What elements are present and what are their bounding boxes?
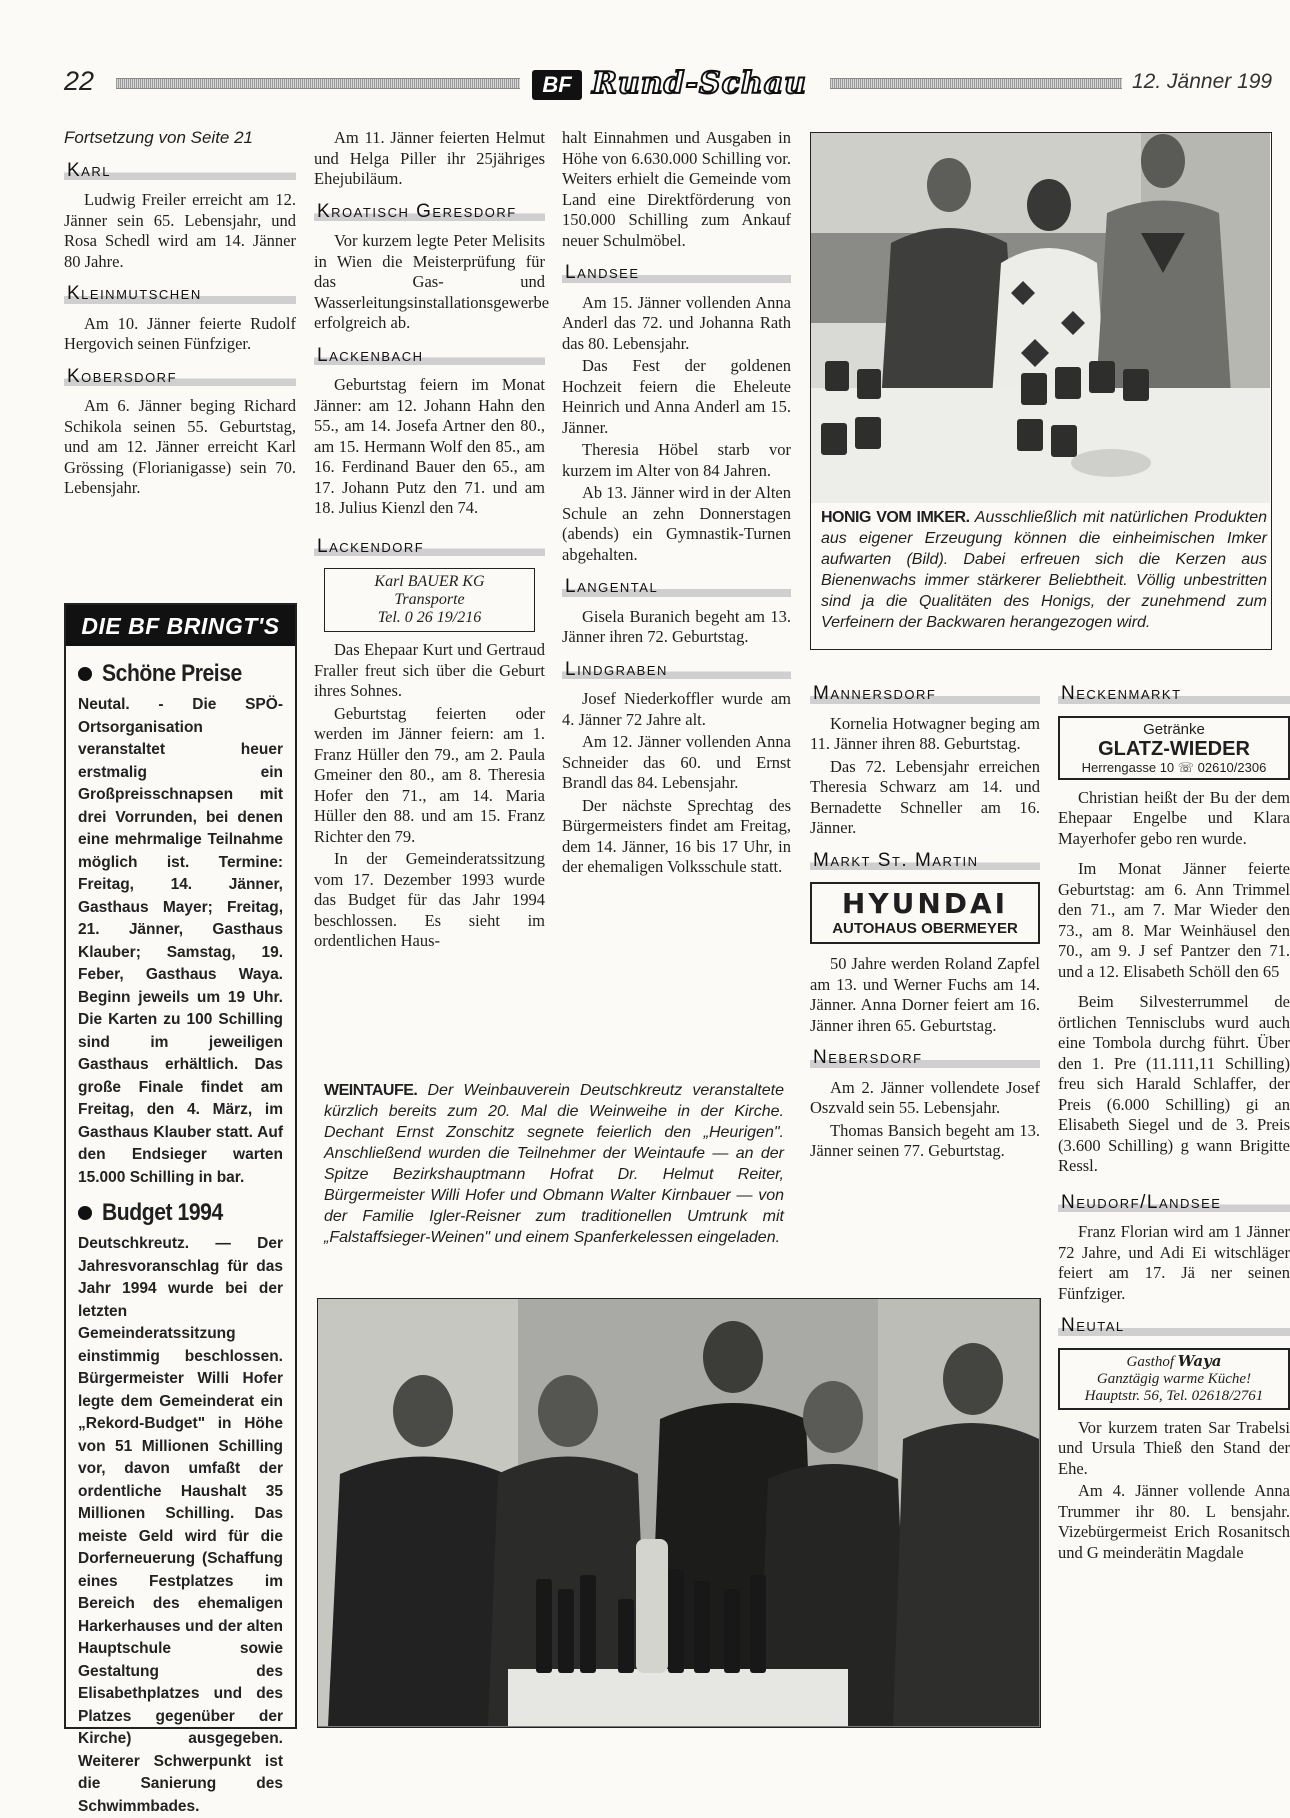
lackendorf-text-3: In der Gemeinderatssitzung vom 17. Dezember 1993 wurde das Budget für das Jahr 1994 beschlossen. Es sieht im ordentlichen Haus- — [314, 849, 545, 950]
gasthof-ad-line1: Gasthof — [1126, 1353, 1175, 1370]
glatz-ad — [1058, 716, 1290, 780]
rubric-kroatisch-geresdorf: Kroatisch Geresdorf — [314, 198, 545, 226]
markt-text: 50 Jahre werden Roland Zapfel am 13. und Werner Fuchs am 14. Jänner. Anna Dorner feiert am 16. Jänner ihren 65. Geburtstag. — [810, 954, 1040, 1035]
rubric-lackendorf: Lackendorf — [314, 533, 545, 561]
neckenmarkt-text-3: Beim Silvesterrummel de örtlichen Tennisclubs wurd auch eine Tombola durchg führt. Über den 1. Pre (11.111,11 Schilling) freu sich Harald Schlaffer, der Preis (6.000 Schilling) gi an Elisabeth Siegel und de 3. Preis (3.600 Schilling) g wann Brigitte Ressl. — [1058, 992, 1290, 1175]
lackenbach-text: Geburtstag feiern im Monat Jänner: am 12. Johann Hahn den 55., am 14. Josefa Artner den 80., am 15. Hermann Wolf den 85., am 16. Ferdinand Bauer den 65., am 17. Johann Putz den 71. und am 18. Julius Kienzl den 74. — [314, 375, 545, 517]
header-rule-left — [116, 78, 520, 89]
rubric-karl: Karl — [64, 157, 296, 185]
gasthof-ad-address: Hauptstr. 56, Tel. 02618/2761 — [1084, 1387, 1264, 1404]
nebersdorf-text-2: Thomas Bansich begeht am 13. Jänner seinen 77. Geburtstag. — [810, 1120, 1040, 1160]
landsee-text-2: Das Fest der goldenen Hochzeit feiern die Eheleute Heinrich und Anna Anderl am 15. Jänner. — [562, 356, 791, 437]
logo — [532, 68, 824, 104]
bullet-icon — [78, 667, 92, 681]
neckenmarkt-text-2: Im Monat Jänner feierte Geburtstag: am 6. Ann Trimmel den 71., am 7. Mar Wieder den 73., am 8. Mar Weinhäusel den 70., am 9. J sef Pantzer den 71. und a 12. Elisabeth Schöll den 65 — [1058, 859, 1290, 981]
item2-title: Budget 1994 — [102, 1199, 223, 1226]
wine-consecration-image — [318, 1299, 1039, 1726]
honig-caption-lead: HONIG VOM IMKER. — [821, 509, 970, 526]
bf-box-header: DIE BF BRINGT'S — [66, 605, 295, 646]
lackendorf-cont: halt Einnahmen und Ausgaben in Höhe von 6.630.000 Schilling vor. Weiters erhielt die Gemeinde vom Land eine Direktförderung von 150.000 Schilling zum Ankauf neuer Schulmöbel. — [562, 128, 791, 250]
item1-heading — [78, 660, 283, 688]
column-3 — [562, 128, 791, 880]
glatz-ad-line1: Getränke — [1143, 720, 1205, 738]
logo-badge: BF — [532, 70, 582, 100]
langental-text: Gisela Buranich begeht am 13. Jänner ihren 72. Geburtstag. — [562, 606, 791, 646]
lindgraben-text-2: Am 12. Jänner vollenden Anna Schneider das 60. und Ernst Brandl das 84. Lebensjahr. — [562, 732, 791, 792]
glatz-ad-address: Herrengasse 10 ☏ 02610/2306 — [1081, 759, 1267, 775]
rubric-lindgraben: Lindgraben — [562, 656, 791, 684]
item2-heading — [78, 1199, 283, 1227]
weintaufe-caption-lead: WEINTAUFE. — [324, 1082, 418, 1099]
page-number: 22 — [64, 66, 95, 96]
column-5-clip — [1058, 676, 1290, 1736]
rubric-mannersdorf: Mannersdorf — [810, 680, 1040, 708]
weintaufe-caption-text: Der Weinbauverein Deutschkreutz veranstaltete kürzlich bereits zum 20. Mal die Weinweihe in der Kirche. Dechant Ernst Zonschitz segnete feierlich den „Heurigen". Anschließend wurden die Teilnehmer der Weintaufe — an der Spitze Bezirkshauptmann Hofrat Dr. Helmut Reiter, Bürgermeister Willi Hofer und Obmann Walter Kirnbauer — von der Familie Igler-Reisner zum traditionellen Umtrunk mit „Falstaffsieger-Weinen" und einem Spanferkelessen eingeladen. — [324, 1082, 784, 1246]
hyundai-brand: HYUNDAI — [841, 887, 1009, 920]
bauer-ad-line2: Transporte — [394, 591, 465, 608]
mannersdorf-text-1: Kornelia Hotwagner beging am 11. Jänner ihren 88. Geburtstag. — [810, 713, 1040, 753]
column-4 — [810, 676, 1040, 1164]
kroatisch-text: Vor kurzem legte Peter Melisits in Wien die Meisterprüfung für das Gas- und Wasserleitungsinstallationsgewerbe erfolgreich ab. — [314, 231, 550, 332]
piller-text: Am 11. Jänner feierten Helmut und Helga Piller ihr 25jähriges Ehejubiläum. — [314, 128, 545, 188]
rubric-landsee: Landsee — [562, 259, 791, 287]
gasthof-ad-title — [1060, 1353, 1288, 1371]
lindgraben-text-1: Josef Niederkoffler wurde am 4. Jänner 72 Jahre alt. — [562, 689, 791, 729]
bauer-ad-phone: Tel. 0 26 19/216 — [377, 609, 482, 626]
column-5 — [1058, 680, 1290, 1563]
item1-title: Schöne Preise — [102, 660, 242, 687]
rubric-langental: Langental — [562, 573, 791, 601]
rubric-lackenbach: Lackenbach — [314, 342, 545, 370]
lindgraben-text-3: Der nächste Sprechtag des Bürgermeisters findet am Freitag, dem 14. Jänner, 16 bis 17 Uhr, in der ehemaligen Volksschule statt. — [562, 795, 791, 876]
landsee-text-1: Am 15. Jänner vollenden Anna Anderl das 72. und Johanna Rath das 80. Lebensjahr. — [562, 292, 791, 353]
column-1 — [64, 128, 296, 501]
gasthof-ad — [1058, 1348, 1290, 1410]
logo-text: Rund-Schau — [592, 66, 807, 101]
item1-text: Neutal. - Die SPÖ-Ortsorganisation veranstaltet heuer erstmalig ein Großpreisschnapsen mit drei Vorrunden, bei denen eine mehrmalige Teilnahme möglich ist. Termine: Freitag, 14. Jänner, Gasthaus Mayer; Freitag, 21. Jänner, Gasthaus Klauber; Samstag, 19. Feber, Gasthaus Waya. Beginn jeweils um 19 Uhr. Die Karten zu 100 Schilling sind im jeweiligen Gasthaus erhältlich. Das große Finale findet am Freitag, den 4. März, im Gasthaus Klauber statt. Auf den Endsieger warten 15.000 Schilling in bar. — [78, 696, 283, 1186]
weintaufe-photo — [317, 1298, 1041, 1728]
rubric-neutal: Neutal — [1058, 1312, 1290, 1340]
rubric-neckenmarkt: Neckenmarkt — [1058, 680, 1290, 708]
karl-text: Ludwig Freiler erreicht am 12. Jänner sein 65. Lebensjahr, und Rosa Schedl wird am 14. Jänner 80 Jahre. — [64, 190, 296, 271]
gasthof-logo: Waya — [1177, 1351, 1222, 1370]
honig-caption — [821, 507, 1267, 633]
landsee-text-4: Ab 13. Jänner wird in der Alten Schule an zehn Donnerstagen (abends) ein Gymnastik-Turnen abgehalten. — [562, 483, 791, 564]
neutal-text-1: Vor kurzem traten Sar Trabelsi und Ursula Thieß den Stand der Ehe. — [1058, 1417, 1290, 1478]
lackendorf-text-1: Das Ehepaar Kurt und Gertraud Fraller freut sich über die Geburt ihres Sohnes. — [314, 640, 545, 700]
rubric-kobersdorf: Kobersdorf — [64, 363, 296, 391]
neckenmarkt-text-1: Christian heißt der Bu der dem Ehepaar Engelbe und Klara Mayerhofer gebo ren wurde. — [1058, 787, 1290, 848]
item2-text: Deutschkreutz. — Der Jahresvoranschlag für das Jahr 1994 wurde bei der letzten Gemeinderatssitzung einstimmig beschlossen. Bürgermeister Willi Hofer legte dem Gemeinderat ein „Rekord-Budget" in Höhe von 51 Millionen Schilling vor, davon umfaßt der ordentliche Haushalt 35 Millionen Schilling. Das meiste Geld wird für die Dorferneuerung (Schaffung eines Festplatzes im Bereich des ehemaligen Harkerhauses und der alten Hauptschule sowie Gestaltung des Elisabethplatzes und des Platzes gegenüber der Kirche) ausgegeben. Weiterer Schwerpunkt ist die Sanierung des Schwimmbades. — [78, 1235, 283, 1815]
honig-caption-text: Ausschließlich mit natürlichen Produkten aus eigener Erzeugung können die einheimischen Imker aufwarten (Bild). Dabei erfreuen sich die Kerzen aus Bienenwachs immer stärkerer Beliebtheit. Völlig unbestritten sind ja die Qualitäten des Honigs, der zunehmend zum Verfeinern der Backwaren herangezogen wird. — [821, 509, 1268, 631]
mannersdorf-text-2: Das 72. Lebensjahr erreichen Theresia Schwarz am 14. und Bernadette Schneller am 16. Jänner. — [810, 756, 1040, 837]
hyundai-ad — [810, 882, 1040, 944]
rubric-neudorf-landsee: Neudorf/Landsee — [1058, 1189, 1290, 1217]
weintaufe-caption — [324, 1080, 784, 1248]
bauer-ad-name: Karl BAUER KG — [374, 573, 485, 590]
issue-date: 12. Jänner 199 — [1132, 70, 1273, 93]
neudorf-text: Franz Florian wird am 1 Jänner 72 Jahre, und Adi Ei witschläger feiert am 17. Jä ner seinen Fünfziger. — [1058, 1222, 1290, 1303]
kobersdorf-text: Am 6. Jänner beging Richard Schikola seinen 55. Geburtstag, und am 12. Jänner erreicht Karl Grössing (Florianigasse) sein 70. Lebensjahr. — [64, 396, 296, 497]
rubric-markt-st-martin: Markt St. Martin — [810, 847, 1040, 875]
lackendorf-text-2: Geburtstag feierten oder werden im Jänner feiern: am 1. Franz Hüller den 79., am 2. Paula Gmeiner den 80., am 8. Theresia Hofer den 71., am 14. Maria Hüller den 88. und am 15. Franz Richter den 79. — [314, 703, 545, 846]
gasthof-ad-line2: Ganztägig warme Küche! — [1096, 1370, 1252, 1387]
continued-note: Fortsetzung von Seite 21 — [64, 128, 254, 147]
honig-photo-frame — [810, 132, 1272, 650]
bf-bringts-box — [64, 603, 297, 1815]
honig-photo — [811, 133, 1270, 503]
bullet-icon — [78, 1206, 92, 1220]
beekeepers-image — [811, 133, 1270, 503]
header-rule-right — [830, 78, 1122, 89]
rubric-kleinmutschen: Kleinmutschen — [64, 280, 296, 308]
hyundai-dealer: AUTOHAUS OBERMEYER — [832, 920, 1018, 937]
kleinmutschen-text: Am 10. Jänner feierte Rudolf Hergovich seinen Fünfziger. — [64, 313, 296, 353]
bauer-ad — [324, 568, 535, 632]
neutal-text-2: Am 4. Jänner vollende Anna Trummer ihr 80. L bensjahr. Vizebürgermeist Erich Rosanitsch und G meinderätin Magdale — [1058, 1481, 1290, 1562]
landsee-text-3: Theresia Höbel starb vor kurzem im Alter von 84 Jahren. — [562, 440, 791, 480]
column-2 — [314, 128, 550, 954]
glatz-ad-name: GLATZ-WIEDER — [1098, 737, 1250, 760]
rubric-nebersdorf: Nebersdorf — [810, 1044, 1040, 1072]
nebersdorf-text-1: Am 2. Jänner vollendete Josef Oszvald sein 55. Lebensjahr. — [810, 1077, 1040, 1117]
